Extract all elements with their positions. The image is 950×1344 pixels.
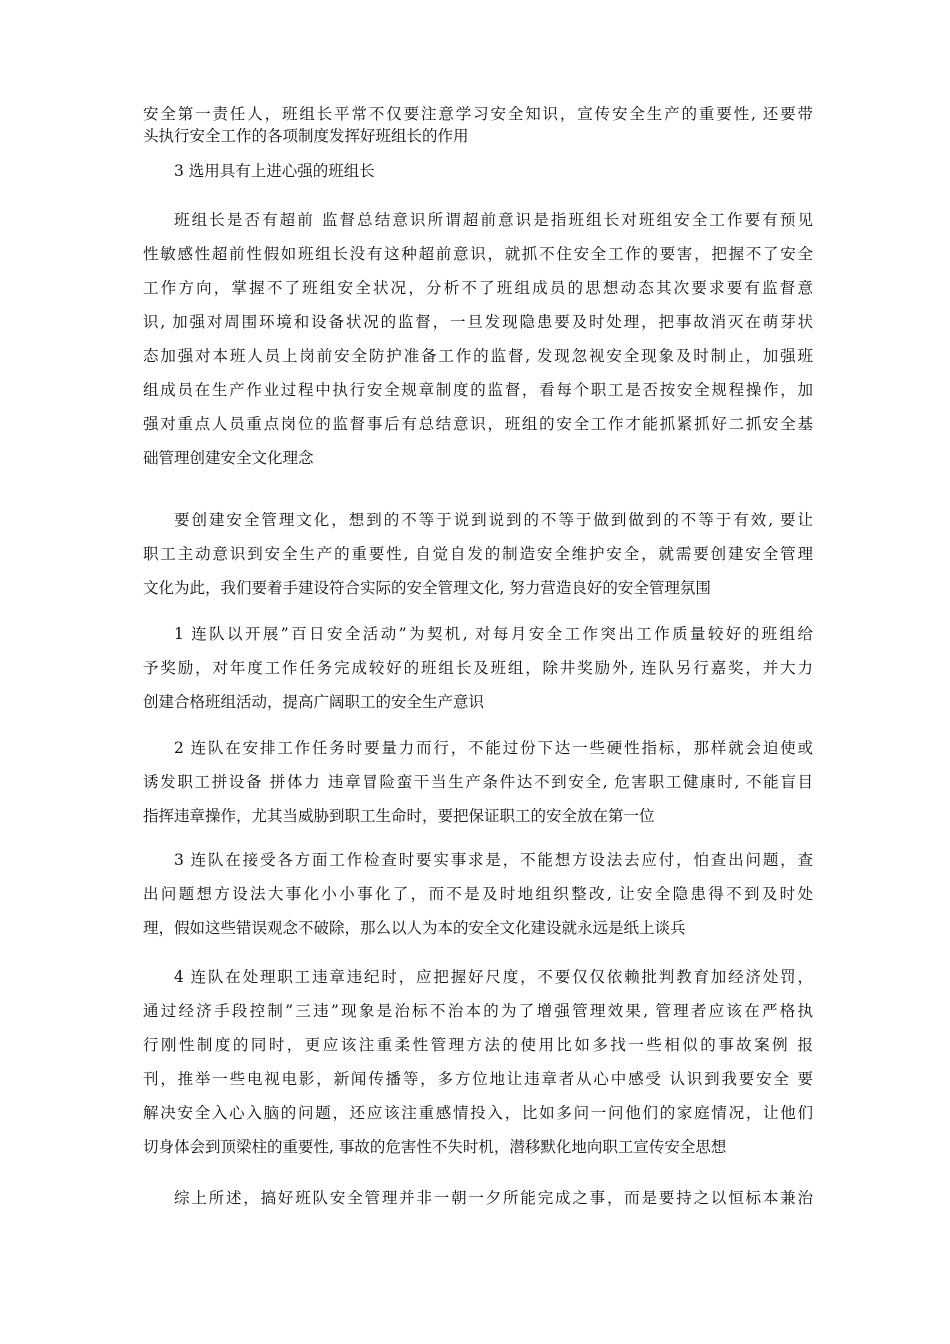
paragraph-line: 诱发职工拼设备 拼体力 违章冒险蛮干当生产条件达不到安全, 危害职工健康时, 不能盲目 [143,773,813,791]
paragraph-line: 解决安全入心入脑的问题，还应该注重感情投入，比如多问一问他们的家庭情况，让他们 [143,1104,813,1122]
paragraph-line: 班组长是否有超前 监督总结意识所谓超前意识是指班组长对班组安全工作要有预见 [174,211,813,229]
paragraph-line: 予奖励，对年度工作任务完成较好的班组长及班组，除井奖励外, 连队另行嘉奖，并大力 [143,659,813,677]
paragraph-line: 刊，推举一些电视电影，新闻传播等，多方位地让违章者从心中感受 认识到我要安全 要 [143,1070,813,1088]
paragraph-line: 识, 加强对周围环境和设备状况的监督，一旦发现隐患要及时处理，把事故消灭在萌芽状 [143,313,813,331]
paragraph-line: 工作方向，掌握不了班组安全状况，分析不了班组成员的思想动态其次要求要有监督意 [143,279,813,297]
paragraph-line: 综上所述，搞好班队安全管理并非一朝一夕所能完成之事，而是要持之以恒标本兼治 [174,1189,813,1207]
paragraph-line: 1 连队以开展”百日安全活动”为契机, 对每月安全工作突出工作质量较好的班组给 [174,625,813,643]
paragraph-line: 2 连队在安排工作任务时要量力而行，不能过份下达一些硬性指标，那样就会迫使或 [174,739,813,757]
paragraph-5 [143,617,813,719]
paragraph-line: 组成员在生产作业过程中执行安全规章制度的监督，看每个职工是否按安全规程操作，加 [143,381,813,399]
paragraph-8 [143,960,813,1164]
paragraph-line: 3 连队在接受各方面工作检查时要实事求是，不能想方设法去应付，怕查出问题，查 [174,851,813,869]
paragraph-3 [143,203,813,475]
paragraph-line: 头执行安全工作的各项制度发挥好班组长的作用 [143,127,469,145]
paragraph-line: 强对重点人员重点岗位的监督事后有总结意识，班组的安全工作才能抓紧抓好二抓安全基 [143,415,813,433]
section-heading [143,160,844,182]
paragraph-line: 3 选用具有上进心强的班组长 [174,162,375,180]
paragraph-line: 理，假如这些错误观念不破除，那么以人为本的安全文化建设就永远是纸上谈兵 [143,919,686,937]
paragraph-line: 职工主动意识到安全生产的重要性, 自觉自发的制造安全维护安全，就需要创建安全管理 [143,545,813,563]
paragraph-9 [143,1181,813,1215]
paragraph-line: 4 连队在处理职工违章违纪时，应把握好尺度，不要仅仅依赖批判教育加经济处罚， [174,968,813,986]
paragraph-line: 指挥违章操作，尤其当威胁到职工生命时，要把保证职工的安全放在第一位 [143,807,655,825]
paragraph-line: 出问题想方设法大事化小小事化了，而不是及时地组织整改, 让安全隐患得不到及时处 [143,885,813,903]
paragraph-line: 创建合格班组活动，提高广阔职工的安全生产意识 [143,693,485,711]
paragraph-6 [143,731,813,833]
paragraph-line: 文化为此，我们要着手建设符合实际的安全管理文化, 努力营造良好的安全管理氛围 [143,579,711,597]
paragraph-line: 态加强对本班人员上岗前安全防护准备工作的监督, 发现忽视安全现象及时制止，加强班 [143,347,813,365]
paragraph-line: 要创建安全管理文化，想到的不等于说到说到的不等于做到做到的不等于有效, 要让 [174,511,813,529]
paragraph-7 [143,843,813,945]
paragraph-line: 通过经济手段控制”三违”现象是治标不治本的为了增强管理效果, 管理者应该在严格执 [143,1002,813,1020]
paragraph-4 [143,503,813,605]
paragraph-1 [143,103,813,147]
paragraph-line: 切身体会到顶梁柱的重要性, 事故的危害性不失时机，潜移默化地向职工宣传安全思想 [143,1138,727,1156]
paragraph-line: 安全第一责任人，班组长平常不仅要注意学习安全知识，宣传安全生产的重要性, 还要带 [143,105,813,123]
paragraph-line: 行刚性制度的同时，更应该注重柔性管理方法的使用比如多找一些相似的事故案例 报 [143,1036,813,1054]
paragraph-line: 性敏感性超前性假如班组长没有这种超前意识，就抓不住安全工作的要害，把握不了安全 [143,245,813,263]
paragraph-line: 础管理创建安全文化理念 [143,449,314,467]
